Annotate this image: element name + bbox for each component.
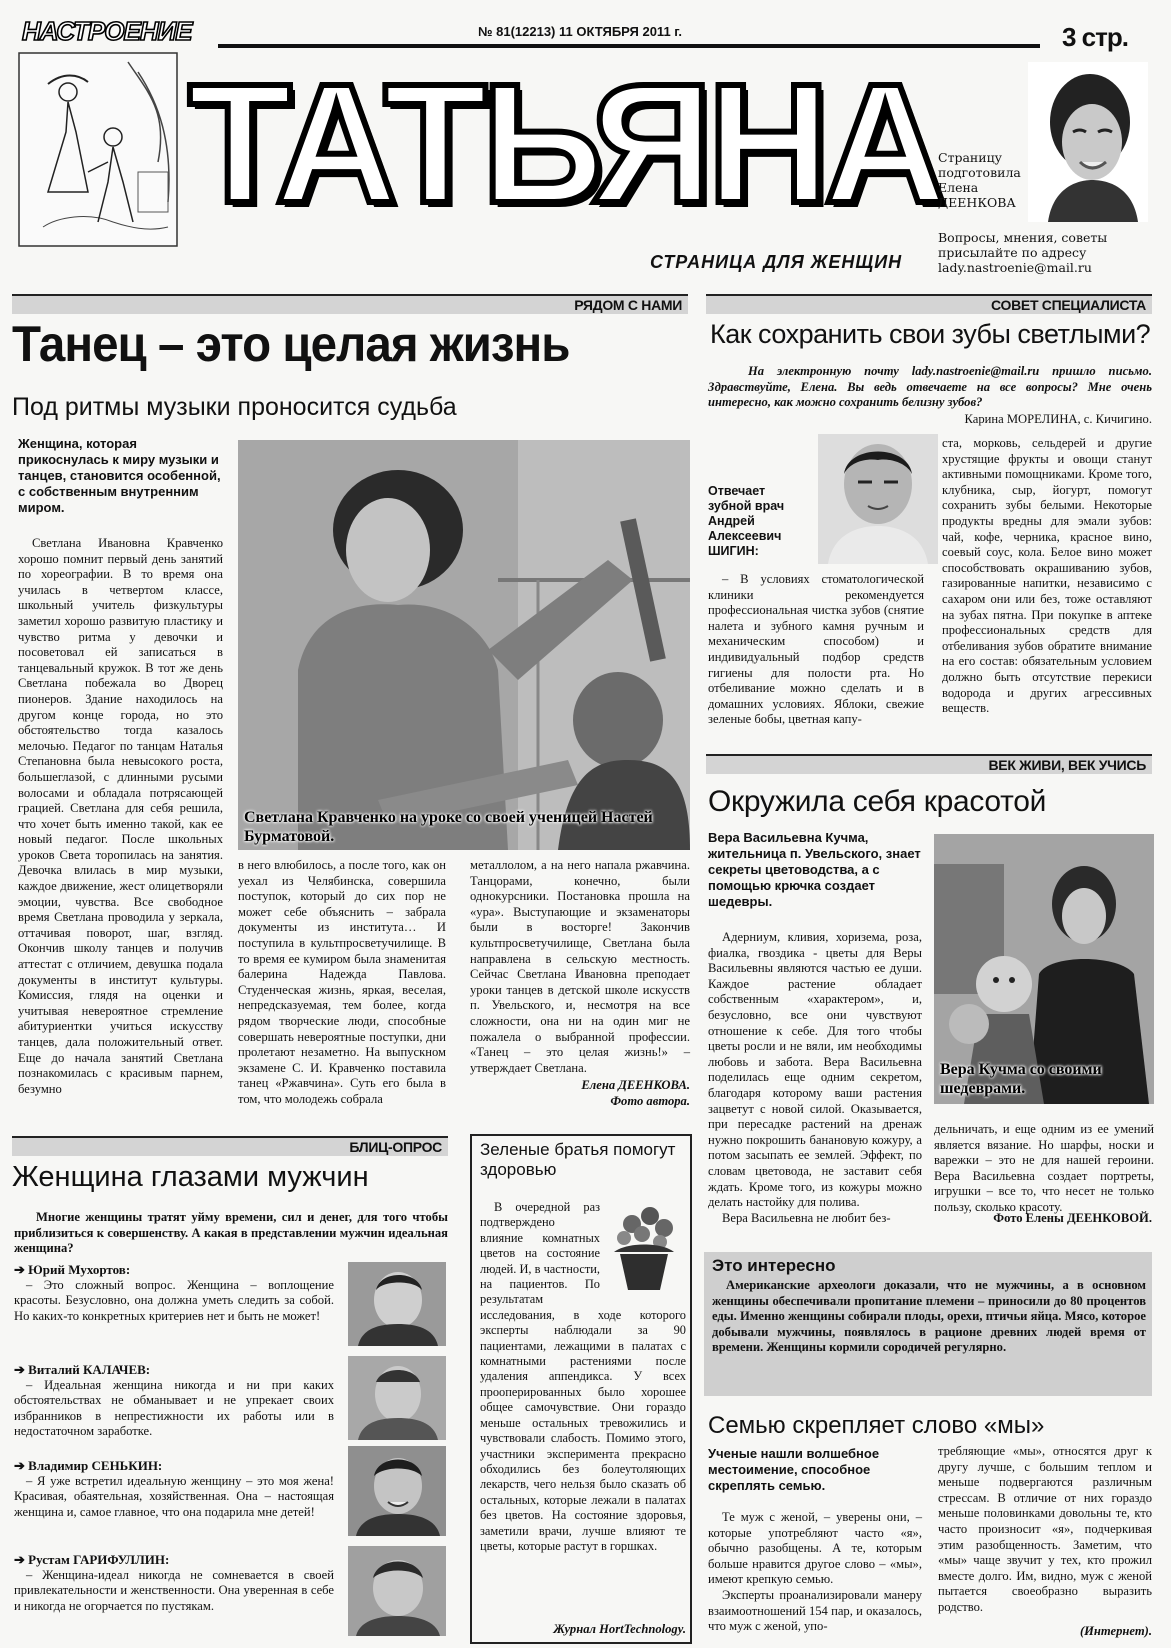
paragraph: Те муж с женой, – уверены они, – которые употребляют часто «я», обычно разобщены. А те, которым больше нравится другое слово – «мы», имеют крепкую семью. [708, 1510, 922, 1587]
man-portrait-icon [348, 1546, 446, 1636]
masthead-illustration [18, 52, 178, 247]
contact-info: Вопросы, мнения, советы присылайте по адресу lady.nastroenie@mail.ru [938, 230, 1108, 275]
family-column-1 [708, 1510, 922, 1636]
arrow-icon: ➔ [14, 1362, 29, 1377]
page-number: 3 стр. [1062, 22, 1128, 52]
paragraph: в него влюбилось, а после того, как он уехал из Челябинска, совершила поступок, который до сих пор не может себе объяснить – забрала документы из института… И поступила в культпросветучилище. В то время ее кумиром была знаменитая балерина Надежда Павлова. Студенческая жизнь, яркая, веселая, непредсказуемая, тем более, когда рядом творческие люди, способные совершать невероятные поступки, дни пролетают незаметно. На выпускном экзамене С. И. Кравченко поставила танец «Ржавчина». Суть его была в том, что молодежь собрала [238, 858, 446, 1106]
dance-photo [238, 440, 690, 850]
beauty-photo-credit: Фото Елены ДЕЕНКОВОЙ. [993, 1211, 1152, 1225]
person-photo-3 [348, 1446, 446, 1536]
editor-label: Страницу подготовила [938, 150, 1021, 180]
interesting-title: Это интересно [712, 1256, 836, 1275]
beauty-column-1 [708, 930, 922, 1225]
teeth-question: На электронную почту lady.nastroenie@mail.ru пришло письмо. Здравствуйте, Елена. Вы ведь отвечаете на все вопросы? Мне очень интересно, как можно сохранить белизну зубов? [708, 364, 1152, 410]
couple-sketch-icon [18, 52, 178, 247]
dance-photo-caption: Светлана Кравченко на уроке со своей ученицей Настей Бурматовой. [244, 809, 653, 845]
dance-column-2 [238, 858, 446, 1118]
person-name-text: Виталий КАЛАЧЕВ: [28, 1362, 151, 1377]
teeth-headline: Как сохранить свои зубы светлыми? [710, 319, 1151, 349]
family-source: (Интернет). [1079, 1624, 1152, 1638]
arrow-icon: ➔ [14, 1262, 29, 1277]
rubric-specialist: СОВЕТ СПЕЦИАЛИСТА [706, 294, 1152, 314]
paragraph: ста, морковь, сельдерей и другие хрустящие фрукты и овощи станут активными помощниками. Кроме того, клубника, сыр, йогурт, помогут сохранить зубы белыми. Некоторые продукты вредны для эмали зубов: чай, кофе, черника, красное вино, соевый соус, кола. Белое вино может способствовать окрашиванию зубов, газированные напитки, независимо с сахаром они или без, тоже оставляют на зубах пятна. При покупке в аптеке профессиональных средств для отбеливания зубов обратите внимание на его состав: обязательным условием должно быть отсутствие перекиси водорода и других агрессивных веществ. [942, 436, 1152, 716]
man-portrait-icon [818, 434, 938, 564]
interesting-text: Американские археологи доказали, что не мужчины, а в основном женщины обеспечивали пропитание племени – приносили до 80 процентов еды. Именно женщины собирали плоды, орехи, птичьи яйца. Мясо, которое добывали мужчины, появлялось в рационе древних людей время от времени. Женщины кормили сородичей регулярно. [712, 1278, 1146, 1355]
plants-headline: Зеленые братья помогут здоровью [480, 1140, 676, 1179]
man-portrait-icon [348, 1356, 446, 1440]
plants-text: В очередной раз подтверждено влияние комнатных цветов на состояние людей. И, в частности, на пациентов. По результатам исследования, в ходе которого эксперты наблюдали за 90 пациентами, лежащими в палатах с комнатными растениями после удаления аппендикса. У всех прооперированных было хорошее общее самочувствие. Они гораздо меньше остальных тревожились и чувствовали слабость. Помимо этого, участники эксперимента прекрасно обходились без болеутоляющих лекарств, чего нельзя было сказать об остальных, которые лежали в палатах без цветов. На состояние здоровья, заметили врачи, лучше влияют те цветы, которые растут в горшках. [480, 1200, 686, 1553]
survey-headline: Женщина глазами мужчин [12, 1161, 369, 1193]
family-lead: Ученые нашли волшебное местоимение, способное скреплять семью. [708, 1446, 880, 1493]
issue-number: № 81(12213) 11 ОКТЯБРЯ 2011 г. [478, 24, 683, 39]
dance-author: Елена ДЕЕНКОВА. [581, 1078, 690, 1092]
dance-headline: Танец – это целая жизнь [12, 316, 570, 372]
plants-box [470, 1134, 692, 1644]
paragraph: дельничать, и еще одним из ее умений является вязание. Но шарфы, носки и варежки – это не для нашей героини. Вера Васильевна создает портреты, игрушки – все то, что несет не только пользу, сколько красоту. [934, 1122, 1154, 1214]
person-answer: – Идеальная женщина никогда и ни при каких обстоятельствах не обманывает и не упрекает своих избранников в непрестижности их работы или в недостаточном заработке. [14, 1377, 334, 1439]
family-headline: Семью скрепляет слово «мы» [708, 1412, 1045, 1439]
teeth-column-2 [942, 436, 1152, 750]
dance-column-1 [18, 536, 223, 1118]
dentist-photo [818, 434, 938, 564]
masthead-subtitle: СТРАНИЦА ДЛЯ ЖЕНЩИН [650, 252, 903, 272]
masthead-title: ТАТЬЯНА [188, 49, 941, 239]
dance-column-3 [470, 858, 690, 1076]
interesting-box [704, 1252, 1152, 1396]
beauty-headline: Окружила себя красотой [708, 785, 1047, 818]
dance-lesson-photo-icon [238, 440, 690, 850]
teeth-asker: Карина МОРЕЛИНА, с. Кичигино. [964, 412, 1152, 426]
arrow-icon: ➔ [14, 1552, 29, 1567]
rubric-nearby: РЯДОМ С НАМИ [12, 294, 688, 314]
teeth-answerer: Отвечает зубной врач Андрей Алексеевич ШИГИН: [708, 484, 785, 558]
dance-photo-credit: Фото автора. [610, 1094, 690, 1108]
person-photo-2 [348, 1356, 446, 1440]
paragraph: Эксперты проанализировали манеру взаимоотношений 154 пар, и оказалось, что муж с женой, упо- [708, 1587, 922, 1634]
dance-lead: Женщина, которая прикоснулась к миру музыки и танцев, становится особенной, с собственным внутренним миром. [18, 436, 221, 515]
man-portrait-icon [348, 1446, 446, 1536]
family-column-2 [938, 1444, 1152, 1620]
teeth-column-1 [708, 572, 924, 750]
plants-source: Журнал HortTechnology. [553, 1622, 686, 1636]
paragraph: металлолом, а на него напала ржавчина. Танцорами, конечно, были однокурсники. Постановка прошла на «ура». Выступающие и экзаменаторы были в восторге! Закончив культпросветучилище, Светлана была направлена в сельскую местность. Сейчас Светлана Ивановна преподает уроки танцев в детской школе искусств п. Увельского, и, несмотря на все сложности, она ни на один миг не пожалела о выбранной профессии. «Танец – это целая жизнь!» – утверждает Светлана. [470, 858, 690, 1075]
person-answer: – Женщина-идеал никогда не сомневается в своей привлекательности и женственности. Она уверенная в себе и никогда не огорчается по пустякам. [14, 1567, 334, 1613]
person-answer: – Я уже встретил идеальную женщину – это моя жена! Красивая, обаятельная, хозяйственная. Она – настоящая женщина и, самое главное, что она подарила мне детей! [14, 1473, 334, 1519]
editor-photo [1028, 62, 1148, 222]
person-photo-4 [348, 1546, 446, 1636]
arrow-icon: ➔ [14, 1458, 29, 1473]
man-portrait-icon [348, 1262, 446, 1346]
section-label: НАСТРОЕНИЕ [22, 16, 192, 46]
paragraph: Светлана Ивановна Кравченко хорошо помнит первый день занятий по хореографии. В то время она училась в четвертом классе, школьный учитель физкультуры заметил хорошо развитую пластику и чувство ритма у девочки и посоветовал ей записаться в танцевальный кружок. В тот же день Светлана побежала во Дворец пионеров. Здание находилось на другом конце города, но это обстоятельство тогда казалось мелочью. Педагог по танцам Наталья Степановна была невысокого роста, большеглазой, с длинными русыми волосами и обладала потрясающей грацией. Светлана для себя решила, что хочет быть именно такой, как ее новый педагог. После школьных уроков Света торопилась на занятия. Девочка влилась в мир музыки, каждое движение, жест олицетворяли эмоции, чувства. Все свободное время Светлана проводила у зеркала, оттачивая поворот, шаг, взгляд. Окончив школу танцев и получив аттестат с отличием, девушка подала документы в институт культуры. Комиссия, глядя на оценки и учитывая невероятное стремление абитуриентки учиться искусству танцев, дала положительный ответ. Еще до начала занятий Светлана познакомилась с красивым парнем, безумно [18, 536, 223, 1096]
paragraph: требляющие «мы», относятся друг к другу лучше, с большим теплом и меньше подвергаются различным стрессам. В отличие от них гораздо меньше половинками довольны те, кто часто произносит «я», подчеркивая этим разобщенность. Заметим, что «мы» чаще звучит у тех, кто прожил вместе долго. Им, видно, муж с женой пытается своеобразно выразить родство. [938, 1444, 1152, 1614]
dance-subheadline: Под ритмы музыки проносится судьба [12, 393, 457, 421]
person-answer: – Это сложный вопрос. Женщина – воплощение красоты. Безусловно, она должна уметь следить за собой. Но каких-то конкретных критериев нет и быть не может! [14, 1277, 334, 1323]
paragraph: Адерниум, кливия, хоризема, роза, фиалка, гвоздика - цветы для Веры Васильевны являются частью ее души. Каждое растение обладает собственным «характером», и, безусловно, все они чувствуют отношение к себе. Для того чтобы цветы росли и не вяли, им необходимы любовь и забота. Вера Васильевна поделилась еще одним секретом, благодаря которому ваши растения зацветут с новой силой. Оказывается, при пересадке растений на дренаж нужно покрошить банановую кожуру, а потом засыпать ее землей. Эффект, по словам цветовода, не заставит себя ждать. Кроме того, из кожуры можно делать настойку для полива. [708, 930, 922, 1210]
rubric-live-learn: ВЕК ЖИВИ, ВЕК УЧИСЬ [706, 754, 1152, 774]
survey-intro: Многие женщины тратят уйму времени, сил и денег, для того чтобы приблизиться к совершенству. А какая в представлении мужчин идеальная женщина? [14, 1210, 448, 1256]
beauty-photo-caption: Вера Кучма со своими шедеврами. [940, 1061, 1102, 1097]
editor-name: Елена ДЕЕНКОВА [938, 180, 1016, 210]
paragraph: – В условиях стоматологической клиники рекомендуется профессиональная чистка зубов (снятие налета и зубного камня ручным и механическим способом) и индивидуальный подбор средств гигиены для полости рта. Но отбеливание можно сделать и в домашних условиях. Яблоки, свежие зеленые бобы, цветная капу- [708, 572, 924, 727]
rubric-blitz: БЛИЦ-ОПРОС [12, 1136, 448, 1156]
beauty-lead: Вера Васильевна Кучма, жительница п. Увельского, знает секреты цветоводства, а с помощью крючка создает шедевры. [708, 830, 921, 909]
person-photo-1 [348, 1262, 446, 1346]
person-name-text: Рустам ГАРИФУЛЛИН: [28, 1552, 170, 1567]
woman-portrait-icon [1028, 62, 1148, 222]
beauty-column-2 [934, 1122, 1154, 1214]
paragraph: Вера Васильевна не любит без- [722, 1210, 891, 1225]
person-name-text: Юрий Мухортов: [28, 1262, 131, 1277]
person-name-text: Владимир СЕНЬКИН: [28, 1458, 163, 1473]
